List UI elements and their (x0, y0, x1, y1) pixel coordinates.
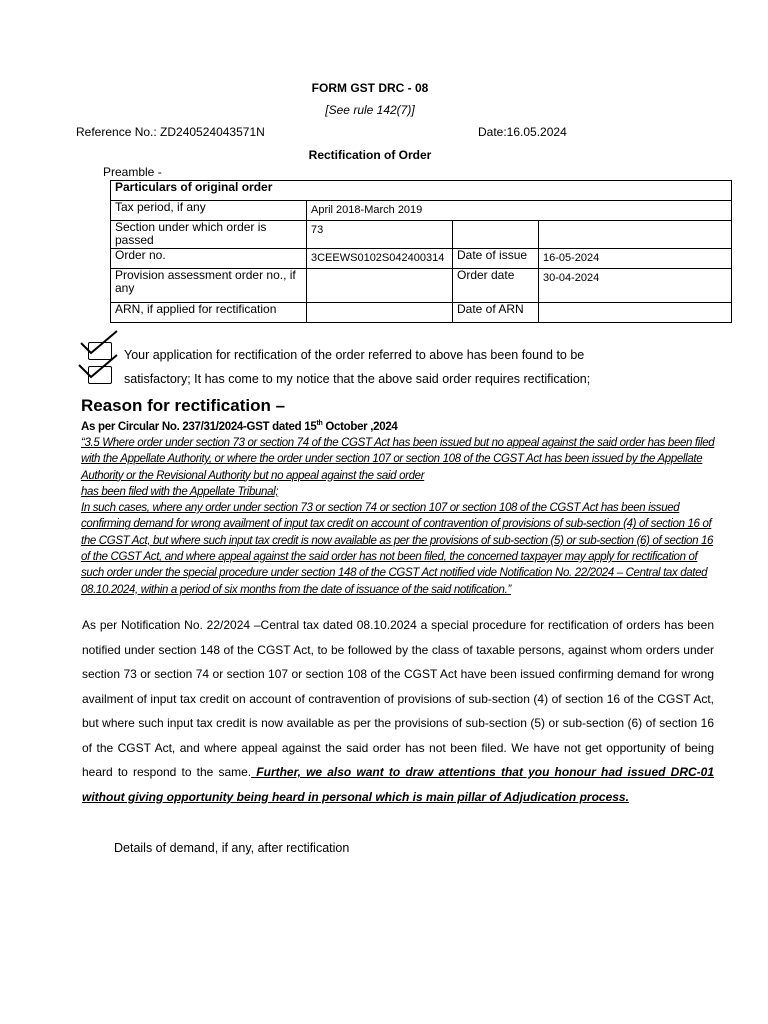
order-date-label: Order date (453, 269, 539, 303)
circular-text: As per Circular No. 237/31/2024-GST dated 15 (81, 420, 317, 433)
quote-paragraph: In such cases, where any order under section 73 or section 74 or section 107 or section 108 of the CGST Act has been issued confirming demand for wrong availment of input tax credit on account of contravention of provisions of sub-section (4) of section 16 of the CGST Act, but where such input tax credit is now available as per the provisions of sub-section (5) or sub-section (6) of section 16 of the CGST Act, and where appeal against the said order has not been filed, the concerned taxpayer may apply for rectification of such order under the special procedure under section 148 of the CGST Act notified vide Notification No. 22/2024 – Central tax dated 08.10.2024, within a period of six months from the date of issuance of the said notification.” (81, 502, 714, 596)
section-label: Section under which order is passed (111, 221, 307, 249)
provision-label: Provision assessment order no., if any (111, 269, 307, 303)
form-title: FORM GST DRC - 08 (311, 81, 429, 95)
circular-month: October ,2024 (322, 420, 398, 433)
circular-ordinal: th (316, 420, 323, 427)
tax-period-label: Tax period, if any (111, 201, 307, 221)
date-of-arn-value (539, 303, 732, 323)
order-no-label: Order no. (111, 249, 307, 269)
table-row (111, 249, 732, 269)
arn-label: ARN, if applied for rectification (111, 303, 307, 323)
date-of-issue-label: Date of issue (453, 249, 539, 269)
preamble-label: Preamble - (103, 165, 162, 179)
date-of-arn-label: Date of ARN (453, 303, 539, 323)
reason-heading: Reason for rectification – (81, 396, 286, 415)
circular-reference (81, 420, 398, 433)
circular-quote (81, 435, 716, 598)
tax-period-value: April 2018-March 2019 (307, 201, 732, 221)
checkmark-icon (79, 353, 119, 383)
original-order-table (110, 180, 732, 323)
order-date-value: 30-04-2024 (539, 269, 732, 303)
date-of-issue-value: 16-05-2024 (539, 249, 732, 269)
application-text-line1: Your application for rectification of the order referred to above has been found to be (124, 348, 585, 362)
quote-paragraph: “3.5 Where order under section 73 or section 74 of the CGST Act has been issued but no appeal against the said order has been filed with the Appellate Authority, or where the order under section 107 or section 108 of the CGST Act has been issued by the Appellate Authority or the Revisional Authority but no appeal against the said order (81, 437, 715, 482)
table-row (111, 221, 732, 249)
emphasis-text: Further, we also want to draw attentions that you honour had issued DRC-01 without giving opportunity being heard in personal which is main pillar of Adjudication process. (82, 765, 714, 804)
section-empty-cell (539, 221, 732, 249)
rectification-title: Rectification of Order (308, 148, 432, 162)
table-row (111, 269, 732, 303)
form-subtitle: [See rule 142(7)] (325, 103, 415, 117)
checkbox-checked-2[interactable] (88, 366, 112, 384)
section-empty-cell (453, 221, 539, 249)
quote-paragraph: has been filed with the Appellate Tribunal; (81, 485, 279, 498)
application-text-line2: satisfactory; It has come to my notice that the above said order requires rectification; (124, 372, 591, 386)
table-row (111, 303, 732, 323)
notification-paragraph (82, 613, 714, 809)
notification-text: As per Notification No. 22/2024 –Central tax dated 08.10.2024 a special procedure for rectification of orders has been notified under section 148 of the CGST Act, to be followed by the class of taxable persons, against whom orders under section 73 or section 74 or section 107 or section 108 of the CGST Act have been issued confirming demand for wrong availment of input tax credit on account of contravention of provisions of sub-section (4) of section 16 of the CGST Act, but where such input tax credit is now available as per the provisions of sub-section (5) or sub-section (6) of section 16 of the CGST Act, and where appeal against the said order has not been filed. We have not get opportunity of being heard to respond to the same. (82, 618, 714, 779)
table-row (111, 181, 732, 201)
table-row (111, 201, 732, 221)
form-date: Date:16.05.2024 (478, 125, 567, 139)
demand-details-label: Details of demand, if any, after rectification (114, 841, 350, 855)
section-value: 73 (307, 221, 453, 249)
table-header: Particulars of original order (111, 181, 732, 201)
provision-value (307, 269, 453, 303)
reference-number: Reference No.: ZD240524043571N (76, 125, 265, 139)
order-no-value: 3CEEWS0102S042400314 (307, 249, 453, 269)
arn-value (307, 303, 453, 323)
